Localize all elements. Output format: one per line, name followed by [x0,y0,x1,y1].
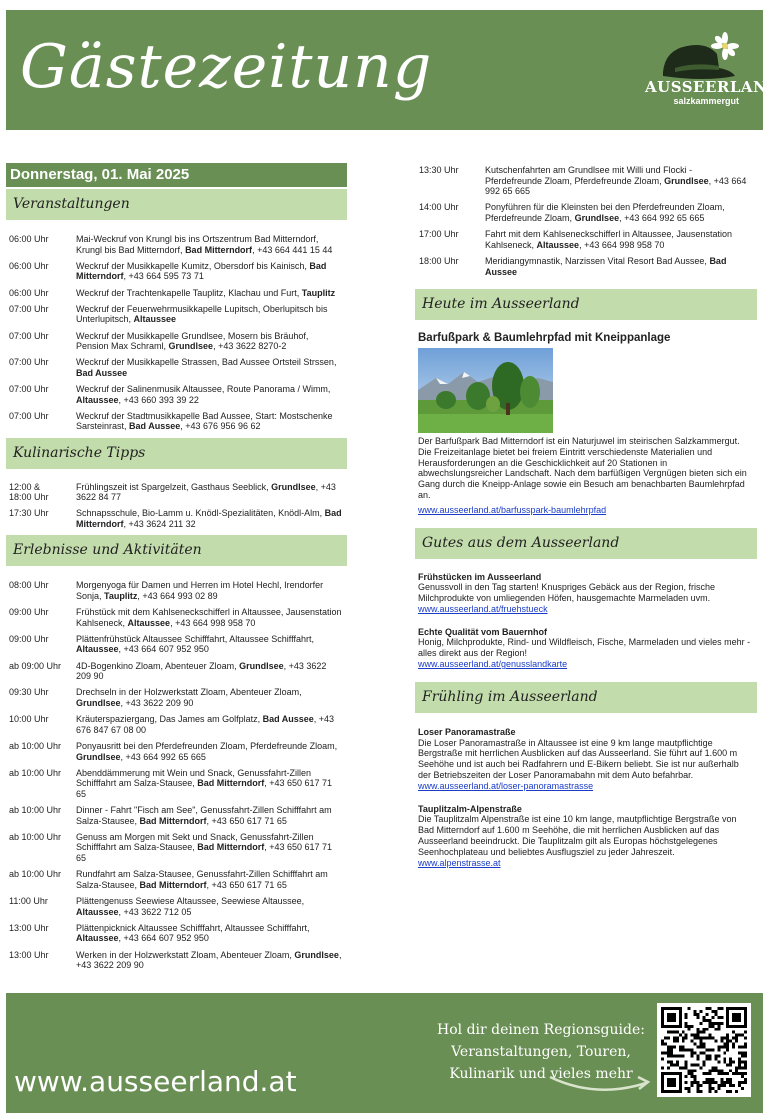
section-heading-erlebnisse: Erlebnisse und Aktivitäten [6,535,347,566]
event-place: Bad Mitterndorf [76,260,327,282]
info-link[interactable]: www.ausseerland.at/genusslandkarte [418,659,568,670]
event-description: Ponyführen für die Kleinsten bei den Pferdefreunden Zloam, Pferdefreunde Zloam, Grundlsee, +43 664 992 65 665 [485,202,725,223]
event-time: 14:00 Uhr [419,202,459,213]
info-title: Echte Qualität vom Bauernhof [418,626,548,637]
event-place: Grundlsee [168,341,214,352]
event-place: Altaussee [76,644,119,655]
event-place: Altaussee [76,933,119,944]
event-row [6,661,347,682]
event-time: ab 10:00 Uhr [9,740,62,751]
event-row [6,580,347,601]
event-description: Schnapsschule, Bio-Lamm u. Knödl-Spezialitäten, Knödl-Alm, Bad Mitterndorf, +43 3624 211 32 [76,508,342,530]
event-place: Bad Aussee [262,714,314,725]
event-place: Bad Mitterndorf [185,244,253,255]
event-row [6,741,347,762]
event-row [6,482,347,503]
event-row [6,869,347,890]
info-text: Honig, Milchprodukte, Rind- und Wildfleisch, Fische, Marmeladen und vieles mehr - alles direkt aus der Region! [418,637,751,659]
info-block [415,804,757,869]
event-description: Weckruf der Trachtenkapelle Tauplitz, Klachau und Furt, Tauplitz [76,287,336,298]
info-text: Genussvoll in den Tag starten! Knuspriges Gebäck aus der Region, frische Milchprodukte von umliegenden Höfen, hausgemachte Marmeladen uvm. [418,582,715,604]
info-block [415,727,757,792]
gutes-list [415,559,757,670]
event-time: 09:00 Uhr [9,607,49,617]
event-row [6,304,347,325]
event-place: Bad Aussee [485,255,727,277]
event-time: ab 09:00 Uhr [9,660,62,671]
event-time: 09:30 Uhr [9,687,49,698]
qr-code-icon[interactable] [657,1003,751,1097]
info-link[interactable]: www.ausseerland.at/fruehstueck [418,603,548,614]
event-list-erlebnisse [6,566,347,971]
event-description: Fahrt mit dem Kahlseneckschifferl in Altaussee, Jausenstation Kahlseneck, Altaussee, +43 664 998 958 70 [485,229,732,250]
event-description: Frühstück mit dem Kahlseneckschifferl in Altaussee, Jausenstation Kahlseneck, Altaussee, +43 664 998 958 70 [76,607,342,628]
event-time: 12:00 & 18:00 Uhr [9,481,49,503]
event-time: 09:00 Uhr [9,633,49,644]
event-time: 17:00 Uhr [419,229,459,240]
event-description: Dinner - Fahrt "Fisch am See", Genussfahrt-Zillen Schifffahrt am Salza-Stausee, Bad Mitterndorf, +43 650 617 71 65 [76,805,332,826]
event-row [415,202,757,223]
event-time: 10:00 Uhr [9,714,49,725]
info-title: Frühstücken im Ausseerland [418,571,542,582]
event-row [6,288,347,299]
event-description: Plättenpicknick Altaussee Schifffahrt, Altaussee Schifffahrt, Altaussee, +43 664 607 952 950 [76,922,310,944]
event-time: 17:30 Uhr [9,508,49,519]
event-description: Kutschenfahrten am Grundlsee mit Willi und Flocki - Pferdefreunde Zloam, Pferdefreunde Zloam, Grundlsee, +43 664 992 65 665 [485,165,747,197]
logo-wordmark: AUSSEERLAND [645,78,781,96]
event-time: 18:00 Uhr [419,255,459,266]
section-heading-fruehling: Frühling im Ausseerland [415,682,757,713]
event-row [6,768,347,800]
event-row [415,256,757,277]
barfusspark-photo [418,348,553,433]
event-place: Grundlsee [664,175,709,186]
event-place: Altaussee [76,906,119,917]
event-place: Altaussee [127,617,171,628]
event-list-erlebnisse-continued [415,165,757,277]
event-time: 13:00 Uhr [9,922,49,933]
footer-line-1: Hol dir deinen Regionsguide: [437,1022,645,1038]
event-row [6,508,347,529]
event-time: 07:00 Uhr [9,384,49,395]
event-place: Grundlsee [294,949,339,960]
event-place: Bad Mitterndorf [139,879,207,890]
event-row [6,896,347,917]
event-row [6,261,347,282]
left-column [6,163,347,976]
section-heading-kulinarisch: Kulinarische Tipps [6,438,347,469]
event-description: Drechseln in der Holzwerkstatt Zloam, Abenteuer Zloam, Grundlsee, +43 3622 209 90 [76,687,302,708]
event-time: 11:00 Uhr [9,896,48,906]
info-title: Tauplitzalm-Alpenstraße [418,803,522,814]
event-time: 07:00 Uhr [9,303,49,314]
info-text: Die Loser Panoramastraße in Altaussee ist eine 9 km lange mautpflichtige Bergstraße mit herrlichen Ausblicken auf das Ausseerland. Sie führt auf 1.600 m Seehöhe und ist auch bei Radfahrern und E-Bikern beliebt. Sie ist nur außerhalb der Betriebszeiten der Loser Panoramabahn mit dem Auto befahrbar. [418,737,739,781]
ausseerland-logo[interactable] [645,32,781,112]
event-description: Weckruf der Salinenmusik Altaussee, Route Panorama / Wimm, Altaussee, +43 660 393 39 22 [76,384,331,405]
event-description: Abenddämmerung mit Wein und Snack, Genussfahrt-Zillen Schifffahrt am Salza-Stausee, Bad Mitterndorf, +43 650 617 71 65 [76,767,333,799]
event-description: Rundfahrt am Salza-Stausee, Genussfahrt-Zillen Schifffahrt am Salza-Stausee, Bad Mitterndorf, +43 650 617 71 65 [76,869,328,890]
event-place: Bad Mitterndorf [197,778,265,789]
masthead-title: Gästezeitung [20,32,433,102]
info-text: Die Tauplitzalm Alpenstraße ist eine 10 km lange, mautpflichtige Bergstraße von Bad Mitterndorf auf 1.600 m Seehöhe, die mit herrlichen Ausblicken auf das Ausseerland beeindruckt. Die Tauplitzalm gilt als Europas höchstgelegenes Seenhochplateau und beliebtes Ausflugsziel zu jeder Jahreszeit. [418,814,737,857]
event-place: Bad Mitterndorf [76,508,342,530]
event-place: Grundlsee [574,212,620,223]
article-title: Barfußpark & Baumlehrpfad mit Kneippanlage [418,332,671,345]
event-time: 06:00 Uhr [9,287,49,298]
event-time: 13:30 Uhr [419,165,459,175]
event-description: Morgenyoga für Damen und Herren im Hotel Hechl, Irendorfer Sonja, Tauplitz, +43 664 993 02 89 [76,580,324,601]
event-row [415,229,757,250]
info-link[interactable]: www.alpenstrasse.at [418,857,501,868]
event-description: Werken in der Holzwerkstatt Zloam, Abenteuer Zloam, Grundlsee, +43 3622 209 90 [76,949,342,971]
event-place: Grundlsee [239,660,284,671]
event-place: Altaussee [76,394,119,405]
event-place: Bad Aussee [129,421,181,432]
event-description: Weckruf der Stadtmusikkapelle Bad Aussee, Start: Mostschenke Sarsteinrast, Bad Aussee, +43 676 956 96 62 [76,410,333,432]
fruehling-list [415,713,757,869]
event-place: Grundlsee [76,751,121,762]
event-description: Plättenfrühstück Altaussee Schifffahrt, Altaussee Schifffahrt, Altaussee, +43 664 607 952 950 [76,633,314,655]
event-time: 08:00 Uhr [9,580,49,591]
event-place: Grundlsee [271,481,316,492]
event-time: 07:00 Uhr [9,357,49,368]
event-row [6,714,347,735]
info-link[interactable]: www.ausseerland.at/loser-panoramastrasse [418,780,594,791]
event-place: Bad Aussee [76,367,128,378]
footer-website-link[interactable]: www.ausseerland.at [14,1065,297,1098]
event-place: Bad Mitterndorf [197,842,265,853]
event-description: Kräuterspaziergang, Das James am Golfplatz, Bad Aussee, +43 676 847 67 08 00 [76,714,335,735]
event-place: Tauplitz [301,287,336,298]
date-heading: Donnerstag, 01. Mai 2025 [6,163,347,187]
right-column [415,165,757,880]
event-row [6,384,347,405]
event-time: ab 10:00 Uhr [9,805,62,816]
event-place: Bad Mitterndorf [139,815,207,826]
event-row [6,923,347,944]
event-description: Weckruf der Musikkapelle Kumitz, Obersdorf bis Kainisch, Bad Mitterndorf, +43 664 595 73 71 [76,260,327,282]
event-place: Grundlsee [76,697,121,708]
event-row [6,805,347,826]
article-barfusspark [415,320,757,515]
event-time: 06:00 Uhr [9,234,49,244]
event-place: Altaussee [133,314,177,325]
event-time: 13:00 Uhr [9,949,49,960]
event-description: Genuss am Morgen mit Sekt und Snack, Genussfahrt-Zillen Schifffahrt am Salza-Stausee, Bad Mitterndorf, +43 650 617 71 65 [76,831,333,864]
barfusspark-link[interactable]: www.ausseerland.at/barfusspark-baumlehrpfad [418,504,607,515]
event-description: Weckruf der Musikkapelle Strassen, Bad Aussee Ortsteil Strssen, Bad Aussee [76,357,337,378]
event-row [6,357,347,378]
section-heading-veranstaltungen: Veranstaltungen [6,189,347,220]
event-description: Ponyausritt bei den Pferdefreunden Zloam, Pferdefreunde Zloam, Grundlsee, +43 664 992 65 665 [76,740,338,762]
event-time: ab 10:00 Uhr [9,831,62,842]
event-place: Altaussee [536,239,580,250]
event-time: ab 10:00 Uhr [9,767,62,778]
event-row [6,832,347,864]
event-row [6,607,347,628]
footer-arrow-icon [546,1069,656,1099]
event-time: 06:00 Uhr [9,260,49,271]
event-description: Weckruf der Feuerwehrmusikkapelle Lupitsch, Oberlupitsch bis Unterlupitsch, Altaussee [76,303,328,325]
event-row [6,634,347,655]
info-title: Loser Panoramastraße [418,726,516,737]
event-time: 07:00 Uhr [9,330,49,341]
event-place: Tauplitz [104,590,138,601]
event-row [415,165,757,197]
event-time: 07:00 Uhr [9,410,49,421]
footer-line-2: Veranstaltungen, Touren, [451,1044,631,1060]
footer-banner [6,993,763,1113]
section-heading-gutes: Gutes aus dem Ausseerland [415,528,757,559]
article-text: Der Barfußpark Bad Mitterndorf ist ein Naturjuwel im steirischen Salzkammergut. Die Freizeitanlage bietet bei freiem Eintritt verschiedenste Materialien und Herausforderungen an die Geschicklichkeit auf 20 Stationen in abwechslungsreicher Landschaft. Nach dem barfüßigen Vergnügen bieten sich ein Gang durch die Kneipp-Anlage sowie ein Besuch am benachbarten Baumlehrpfad an. [418,435,747,500]
event-row [6,687,347,708]
header-banner [6,10,781,130]
info-block [415,572,757,615]
event-description: 4D-Bogenkino Zloam, Abenteuer Zloam, Grundlsee, +43 3622 209 90 [76,660,327,682]
event-row [6,234,347,255]
section-heading-heute: Heute im Ausseerland [415,289,757,320]
footer-line-3: Kulinarik und vieles mehr [449,1066,633,1082]
event-list-kulinarisch [6,469,347,530]
event-description: Weckruf der Musikkapelle Grundlsee, Mosern bis Bräuhof, Pension Max Schraml, Grundlsee, +43 3622 8270-2 [76,330,309,352]
event-row [6,950,347,971]
event-time: ab 10:00 Uhr [9,869,62,880]
event-description: Mai-Weckruf von Krungl bis ins Ortszentrum Bad Mitterndorf, Krungl bis Bad Mitterndorf, Bad Mitterndorf, +43 664 441 15 44 [76,234,333,255]
logo-subtitle: salzkammergut [673,96,739,106]
event-description: Frühlingszeit ist Spargelzeit, Gasthaus Seeblick, Grundlsee, +43 3622 84 77 [76,481,336,503]
event-row [6,331,347,352]
event-description: Plättengenuss Seewiese Altaussee, Seewiese Altaussee, Altaussee, +43 3622 712 05 [76,896,305,917]
event-row [6,411,347,432]
event-list-veranstaltungen [6,220,347,432]
info-block [415,627,757,670]
event-description: Meridiangymnastik, Narzissen Vital Resort Bad Aussee, Bad Aussee [485,255,727,277]
